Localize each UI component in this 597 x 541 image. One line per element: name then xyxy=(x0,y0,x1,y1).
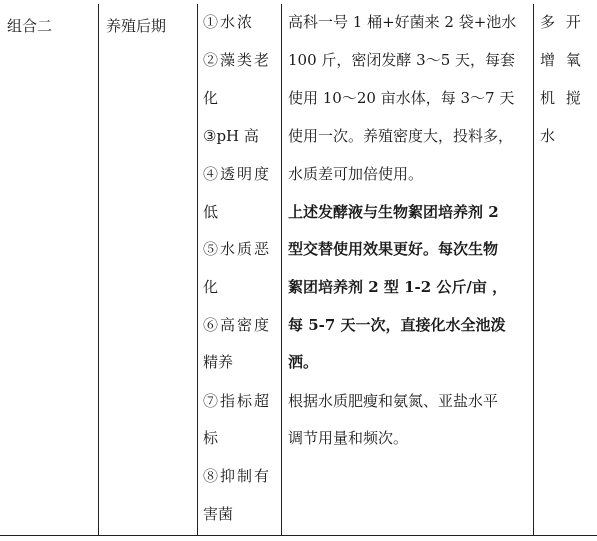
symptom-line: ⑥高密度 xyxy=(203,316,272,334)
method-line: 使用 10～20 亩水体，每 3～7 天 xyxy=(288,89,515,107)
symptom-line: ①水浓 xyxy=(203,13,255,31)
method-line: 根据水质肥瘦和氨氮、亚盐水平 xyxy=(288,392,499,410)
symptom-line: 标 xyxy=(203,429,219,447)
symptom-line: ⑧抑制有 xyxy=(203,467,272,485)
method-line: 高科一号 1 桶+好菌来 2 袋+池水 xyxy=(288,13,517,31)
column-divider xyxy=(281,4,282,536)
symptom-line: 化 xyxy=(203,278,219,296)
symptom-line: 害菌 xyxy=(203,505,234,523)
note-line: 机 搅 xyxy=(540,89,584,107)
symptom-line: ④透明度 xyxy=(203,165,272,183)
symptom-line: ③pH 高 xyxy=(203,127,259,145)
method-line: 洒。 xyxy=(288,353,319,371)
symptom-line: ⑦指标超 xyxy=(203,392,272,410)
stage-cell: 养殖后期 xyxy=(106,17,167,35)
symptom-line: 低 xyxy=(203,203,219,221)
symptom-line: 精养 xyxy=(203,353,234,371)
method-line: 调节用量和频次。 xyxy=(288,429,409,447)
column-divider xyxy=(98,4,99,536)
column-divider xyxy=(197,4,198,536)
symptom-line: 化 xyxy=(203,89,219,107)
note-line: 水 xyxy=(540,127,556,145)
method-line: 上述发酵液与生物絮团培养剂 2 xyxy=(288,203,499,221)
table-bottom-border xyxy=(0,535,597,536)
column-divider xyxy=(533,4,534,536)
symptom-line: ②藻类老 xyxy=(203,51,272,69)
note-line: 多 开 xyxy=(540,13,584,31)
method-line: 型交替使用效果更好。每次生物 xyxy=(288,240,499,258)
symptom-line: ⑤水质恶 xyxy=(203,240,272,258)
group-cell: 组合二 xyxy=(7,17,53,35)
method-line: 水质差可加倍使用。 xyxy=(288,165,424,183)
method-line: 使用一次。养殖密度大，投料多， xyxy=(288,127,514,145)
method-line: 100 斤，密闭发酵 3～5 天，每套 xyxy=(288,51,516,69)
method-line: 絮团培养剂 2 型 1-2 公斤/亩 ， xyxy=(288,278,508,296)
note-line: 增 氧 xyxy=(540,51,584,69)
method-line: 每 5-7 天一次，直接化水全池泼 xyxy=(288,316,506,334)
